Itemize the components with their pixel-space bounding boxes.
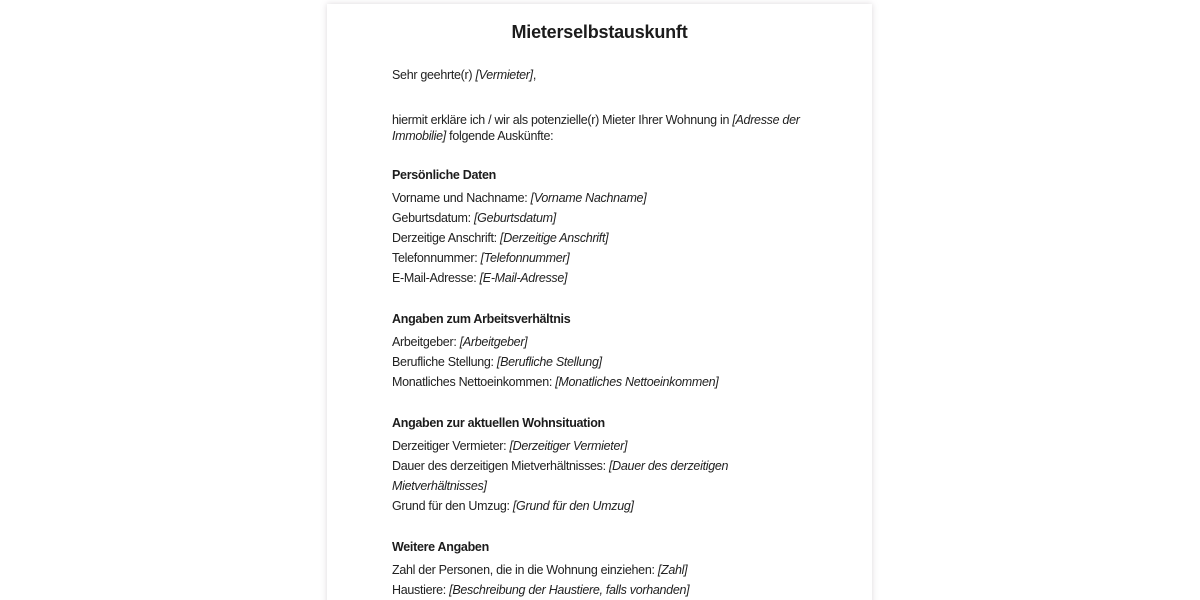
section-weitere-angaben [392, 537, 807, 600]
field-line: Arbeitgeber: [Arbeitgeber] [392, 335, 528, 349]
field-line: Telefonnummer: [Telefonnummer] [392, 251, 570, 265]
field-line: Vorname und Nachname: [Vorname Nachname] [392, 191, 647, 205]
field-line: Monatliches Nettoeinkommen: [Monatliches Nettoeinkommen] [392, 375, 719, 389]
field-line: Derzeitige Anschrift: [Derzeitige Anschrift] [392, 231, 609, 245]
field-line: Derzeitiger Vermieter: [Derzeitiger Vermieter] [392, 439, 628, 453]
intro-line-1: hiermit erkläre ich / wir als potenzielle(r) Mieter Ihrer Wohnung in [Adresse der [392, 113, 800, 127]
field-line: E-Mail-Adresse: [E-Mail-Adresse] [392, 271, 568, 285]
vermieter-placeholder: [Vermieter] [475, 68, 533, 82]
greeting-line [392, 65, 807, 85]
field-line: Berufliche Stellung: [Berufliche Stellung] [392, 355, 602, 369]
section-arbeitsverhaeltnis [392, 309, 807, 392]
section-persoenliche-daten [392, 165, 807, 288]
greeting-suffix: , [532, 68, 537, 82]
section-heading: Persönliche Daten [392, 168, 496, 182]
field-line: Haustiere: [Beschreibung der Haustiere, falls vorhanden] [392, 583, 690, 597]
section-heading: Weitere Angaben [392, 540, 489, 554]
section-heading: Angaben zur aktuellen Wohnsituation [392, 416, 605, 430]
intro-line-2: Immobilie] folgende Auskünfte: [392, 129, 554, 143]
field-line: Dauer des derzeitigen Mietverhältnisses: [Dauer des derzeitigen Mietverhältnisses] [392, 459, 729, 493]
document-page [327, 4, 872, 600]
intro-paragraph [392, 112, 807, 144]
section-heading: Angaben zum Arbeitsverhältnis [392, 312, 571, 326]
field-line: Grund für den Umzug: [Grund für den Umzug] [392, 499, 634, 513]
field-line: Geburtsdatum: [Geburtsdatum] [392, 211, 556, 225]
adresse-placeholder-part1: [Adresse der [732, 113, 800, 127]
field-line: Zahl der Personen, die in die Wohnung einziehen: [Zahl] [392, 563, 688, 577]
document-title: Mieterselbstauskunft [511, 22, 688, 42]
greeting-text: Sehr geehrte(r) [392, 68, 473, 82]
section-wohnsituation [392, 413, 807, 516]
adresse-placeholder-part2: Immobilie] [392, 129, 446, 143]
